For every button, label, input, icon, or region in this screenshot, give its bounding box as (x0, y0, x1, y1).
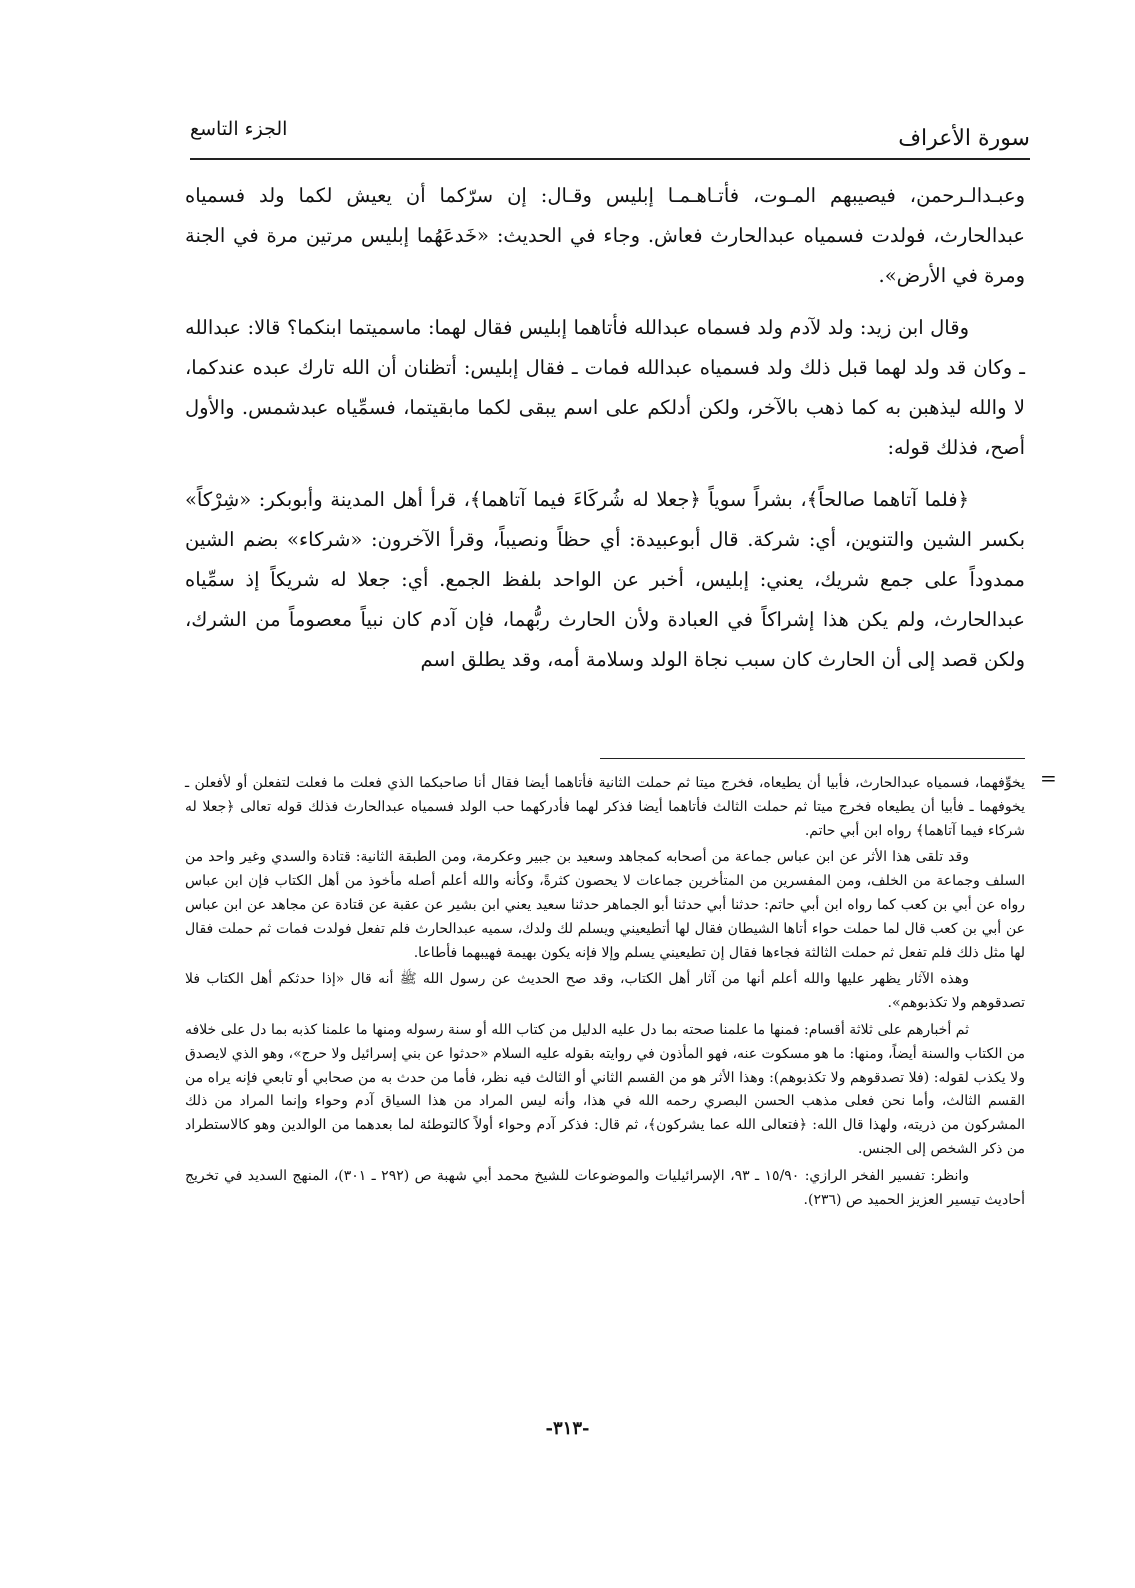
main-paragraph: ﴿فلما آتاهما صالحاً﴾، بشراً سوياً ﴿جعلا له شُركَاءَ فيما آتاهما﴾، قرأ أهل المدينة وأبوبكر: «شِرْكاً» بكسر الشين والتنوين، أي: شركة. قال أبوعبيدة: أي حظاً ونصيباً، وقرأ الآخرون: «شركاء» بضم الشين ممدوداً على جمع شريك، يعني: إبليس، أخبر عن الواحد بلفظ الجمع. أي: جعلا له شريكاً إذ سمِّياه عبدالحارث، ولم يكن هذا إشراكاً في العبادة ولأن الحارث ربُّهما، فإن آدم كان نبياً معصوماً من الشرك، ولكن قصد إلى أن الحارث كان سبب نجاة الولد وسلامة أمه، وقد يطلق اسم (185, 488, 1025, 671)
running-header (190, 118, 1030, 158)
footnote-continuation-marker: = (1040, 766, 1057, 790)
header-rule (190, 158, 1030, 160)
header-surah-title: سورة الأعراف (898, 126, 1030, 151)
main-paragraph: وقال ابن زيد: ولد لآدم ولد فسماه عبدالله فأتاهما إبليس فقال لهما: ماسميتما ابنكما؟ قالا: عبدالله ـ وكان قد ولد لهما قبل ذلك ولد فسمياه عبدالله فمات ـ فقال إبليس: أتظنان أن الله تارك عبده عندكما، لا والله ليذهبن به كما ذهب بالآخر، ولكن أدلكم على اسم يبقى لكما مابقيتما، فسمِّياه عبدشمس. والأول أصح، فذلك قوله: (185, 316, 1025, 459)
footnote-paragraph: وانظر: تفسير الفخر الرازي: ١٥/٩٠ ـ ٩٣، الإسرائيليات والموضوعات للشيخ محمد أبي شهبة ص (٢٩٢ ـ ٣٠١)، المنهج السديد في تخريج أحاديث تيسير العزيز الحميد ص (٢٣٦). (185, 1167, 1025, 1208)
footnote-paragraph: ثم أخبارهم على ثلاثة أقسام: فمنها ما علمنا صحته بما دل عليه الدليل من كتاب الله أو سنة رسوله ومنها ما علمنا كذبه بما دل على خلافه من الكتاب والسنة أيضاً، ومنها: ما هو مسكوت عنه، فهو المأذون في روايته بقوله عليه السلام «حدثوا عن بني إسرائيل ولا حرج»، وهو الذي لايصدق ولا يكذب لقوله: (فلا تصدقوهم ولا تكذبوهم): وهذا الأثر هو من القسم الثاني أو الثالث فيه نظر، فأما من حدث به من صحابي أو تابعي فإنه يراه من القسم الثالث، وأما نحن فعلى مذهب الحسن البصري رحمه الله في هذا، وأنه ليس المراد من هذا السياق آدم وحواء وإنما المراد من ذلك المشركون من ذريته، ولهذا قال الله: ﴿فتعالى الله عما يشركون﴾، ثم قال: فذكر آدم وحواء أولاً كالتوطئة لما بعدهما من الوالدين وهو كالاستطراد من ذكر الشخص إلى الجنس. (185, 1021, 1026, 1157)
main-text (185, 176, 1025, 692)
footnotes (185, 772, 1025, 1215)
header-part-title: الجزء التاسع (190, 118, 288, 140)
main-paragraph: وعبـدالـرحمن، فيصيبهم المـوت، فأتـاهـمـا إبليس وقـال: إن سرّكما أن يعيش لكما ولد فسمياه عبدالحارث، فولدت فسمياه عبدالحارث فعاش. وجاء في الحديث: «خَدعَهُما إبليس مرتين مرة في الجنة ومرة في الأرض». (185, 184, 1025, 287)
footnote-paragraph: يخوِّفهما، فسمياه عبدالحارث، فأبيا أن يطيعاه، فخرج ميتا ثم حملت الثانية فأتاهما أيضا فقال أنا صاحبكما الذي فعلت ما فعلت لتفعلن أو لأفعلن ـ يخوفهما ـ فأبيا أن يطيعاه فخرج ميتا ثم حملت الثالث فأتاهما أيضا فذكر لهما فأدركهما حب الولد فسمياه عبدالحارث فذلك قوله تعالى ﴿جعلا له شركاء فيما آتاهما﴾ رواه ابن أبي حاتم. (185, 775, 1025, 839)
page-number: -٣١٣- (545, 1418, 590, 1439)
footnote-paragraph: وقد تلقى هذا الأثر عن ابن عباس جماعة من أصحابه كمجاهد وسعيد بن جبير وعكرمة، ومن الطبقة الثانية: قتادة والسدي وغير واحد من السلف وجماعة من الخلف، ومن المفسرين من المتأخرين جماعات لا يحصون كثرةً، وكأنه والله أعلم أصله مأخوذ من أهل الكتاب فإن ابن عباس رواه عن أبي بن كعب كما رواه ابن أبي حاتم: حدثنا أبي حدثنا أبو الجماهر حدثنا سعيد يعني ابن بشير عن عقبة عن قتادة عن مجاهد عن ابن عباس عن أبي بن كعب قال لما حملت حواء أتاها الشيطان فقال لها أتطيعيني ويسلم لك ولدك، سميه عبدالحارث فلم تفعل فولدت فمات ثم حملت فقال لها مثل ذلك فلم تفعل ثم حملت الثالثة فجاءها فقال إن تطيعيني يسلم وإلا فإنه يكون بهيمة فهيبهما فأطاعا. (185, 849, 1025, 961)
footnote-rule (600, 758, 1025, 759)
footnote-paragraph: وهذه الآثار يظهر عليها والله أعلم أنها من آثار أهل الكتاب، وقد صح الحديث عن رسول الله ﷺ أنه قال «إذا حدثكم أهل الكتاب فلا تصدقوهم ولا تكذبوهم». (185, 971, 1025, 1012)
